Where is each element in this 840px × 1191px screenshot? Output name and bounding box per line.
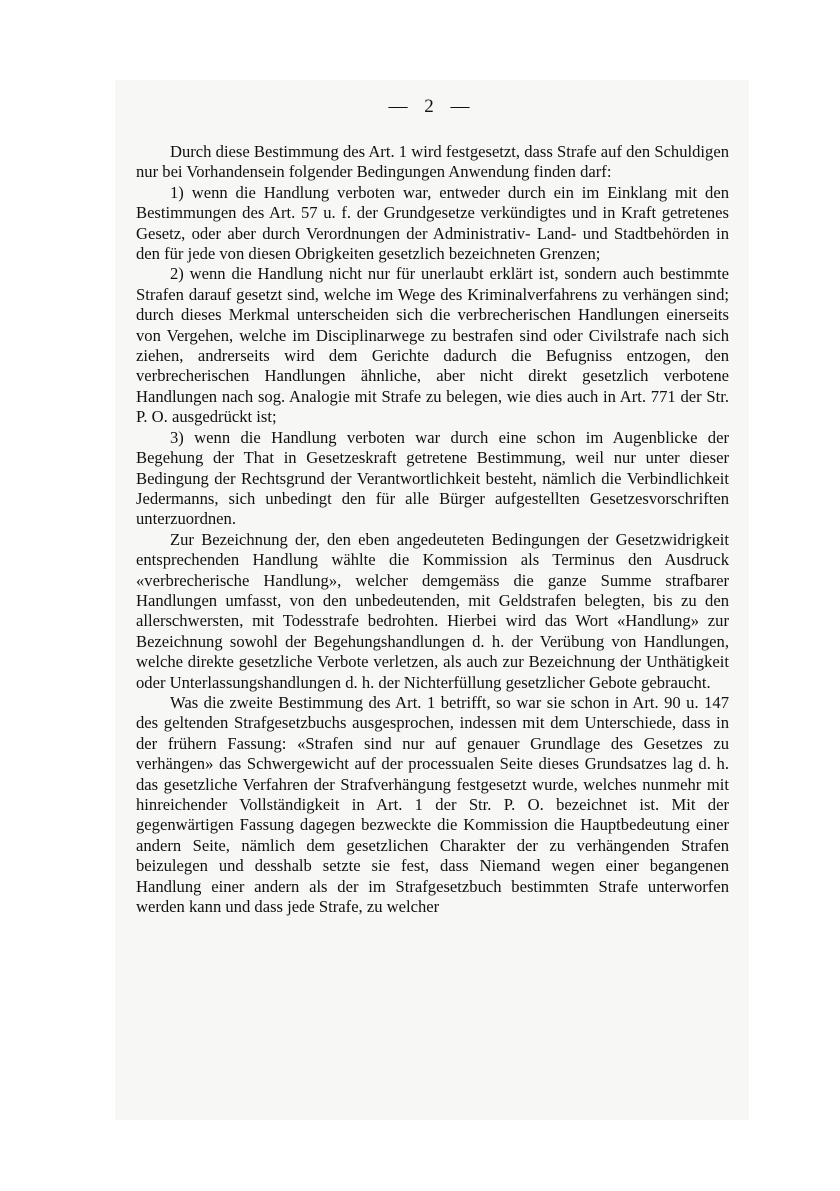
paragraph-condition-3: 3) wenn die Handlung verboten war durch eine schon im Augenblicke der Begehung der That in Gesetzeskraft getretene Bestimmung, weil nur unter dieser Bedingung der Rechtsgrund der Verantwortlichkeit besteht, nämlich die Verbindlichkeit Jedermanns, sich unbedingt den für alle Bürger aufgestellten Gesetzesvorschriften unterzuordnen. [136,427,729,529]
paragraph-condition-2: 2) wenn die Handlung nicht nur für unerlaubt erklärt ist, sondern auch bestimmte Strafen darauf gesetzt sind, welche im Wege des Kriminalverfahrens zu verhängen sind; durch dieses Merkmal unterscheiden sich die verbrecherischen Handlungen einerseits von Vergehen, welche im Disciplinarwege zu bestrafen sind oder Civilstrafe nach sich ziehen, andrerseits wird dem Gerichte dadurch die Befugniss entzogen, den verbrecherischen Handlungen ähnliche, aber nicht direkt gesetzlich verbotene Handlungen nach sog. Analogie mit Strafe zu belegen, wie dies auch in Art. 771 der Str. P. O. ausgedrückt ist; [136,264,729,427]
paragraph-condition-1: 1) wenn die Handlung verboten war, entweder durch ein im Einklang mit den Bestimmungen des Art. 57 u. f. der Grundgesetze verkündigtes und in Kraft getretenes Gesetz, oder aber durch Verordnungen der Administrativ- Land- und Stadtbehörden in den für jede von diesen Obrigkeiten gesetzlich bezeichneten Grenzen; [136,182,729,264]
document-page [115,80,749,1120]
body-text [136,142,729,917]
paragraph-terminology: Zur Bezeichnung der, den eben angedeuteten Bedingungen der Gesetzwidrigkeit entsprechenden Handlung wählte die Kommission als Terminus den Ausdruck «verbrecherische Handlung», welcher demgemäss die ganze Summe strafbarer Handlungen umfasst, von den unbedeutenden, mit Geldstrafen belegten, bis zu den allerschwersten, mit Todesstrafe bedrohten. Hierbei wird das Wort «Handlung» zur Bezeichnung sowohl der Begehungshandlungen d. h. der Verübung von Handlungen, welche direkte gesetzliche Verbote verletzen, als auch zur Bezeichnung der Unthätigkeit oder Unterlassungshandlungen d. h. der Nichterfüllung gesetzlicher Gebote gebraucht. [136,529,729,692]
paragraph-intro: Durch diese Bestimmung des Art. 1 wird festgesetzt, dass Strafe auf den Schuldigen nur bei Vorhandensein folgender Bedingungen Anwendung finden darf: [136,142,729,182]
page-number: — 2 — [388,96,476,117]
paragraph-second-provision: Was die zweite Bestimmung des Art. 1 betrifft, so war sie schon in Art. 90 u. 147 des geltenden Strafgesetzbuchs ausgesprochen, indessen mit dem Unterschiede, dass in der frühern Fassung: «Strafen sind nur auf genauer Grundlage des Gesetzes zu verhängen» das Schwergewicht auf der processualen Seite dieses Grundsatzes lag d. h. das gesetzliche Verfahren der Strafverhängung festgesetzt wurde, welches nunmehr mit hinreichender Vollständigkeit in Art. 1 der Str. P. O. bezeichnet ist. Mit der gegenwärtigen Fassung dagegen bezweckte die Kommission die Hauptbedeutung einer andern Seite, nämlich dem gesetzlichen Charakter der zu verhängenden Strafen beizulegen und desshalb setzte sie fest, dass Niemand wegen einer begangenen Handlung einer andern als der im Strafgesetzbuch bestimmten Strafe unterworfen werden kann und dass jede Strafe, zu welcher [136,692,729,917]
